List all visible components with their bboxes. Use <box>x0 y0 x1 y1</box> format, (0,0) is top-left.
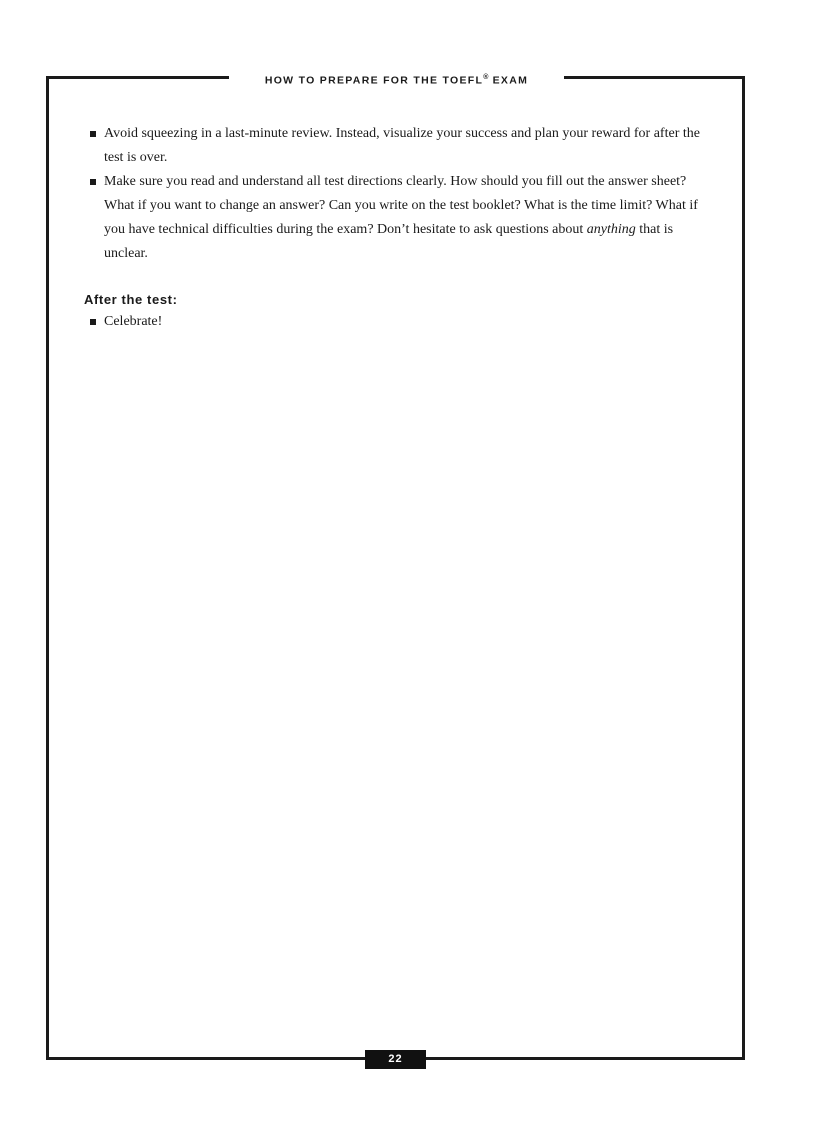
section-heading: After the test: <box>84 292 178 307</box>
registered-mark: ® <box>483 74 489 81</box>
list-item <box>84 122 714 170</box>
list-item-text-before: Make sure you read and understand all test directions clearly. How should you fill out the answer sheet? What if you want to change an answer? Can you write on the test booklet? What is the time limit? What if you have technical difficulties during the exam? Don’t hesitate to ask questions about <box>104 174 698 237</box>
page-number: 22 <box>365 1050 426 1069</box>
header-rule-left <box>46 76 229 79</box>
list-item-text: Avoid squeezing in a last-minute review. Instead, visualize your success and plan your reward for after the test is over. <box>104 126 700 165</box>
list-item-text-after: that is unclear. <box>104 222 674 261</box>
list-item <box>84 170 714 266</box>
running-header <box>229 71 564 85</box>
emphasis-word: anything <box>586 222 636 237</box>
frame-left-border <box>46 76 49 1060</box>
before-test-list <box>84 122 714 266</box>
page-content <box>84 122 714 334</box>
frame-right-border <box>742 76 745 1060</box>
square-bullet-icon <box>90 131 96 137</box>
list-item-text: Celebrate! <box>104 314 163 329</box>
square-bullet-icon <box>90 179 96 185</box>
list-item <box>84 310 714 334</box>
header-rule-right <box>564 76 745 79</box>
square-bullet-icon <box>90 319 96 325</box>
running-header-title: HOW TO PREPARE FOR THE TOEFL <box>264 74 484 87</box>
after-test-list <box>84 310 714 334</box>
running-header-suffix: EXAM <box>492 74 529 87</box>
